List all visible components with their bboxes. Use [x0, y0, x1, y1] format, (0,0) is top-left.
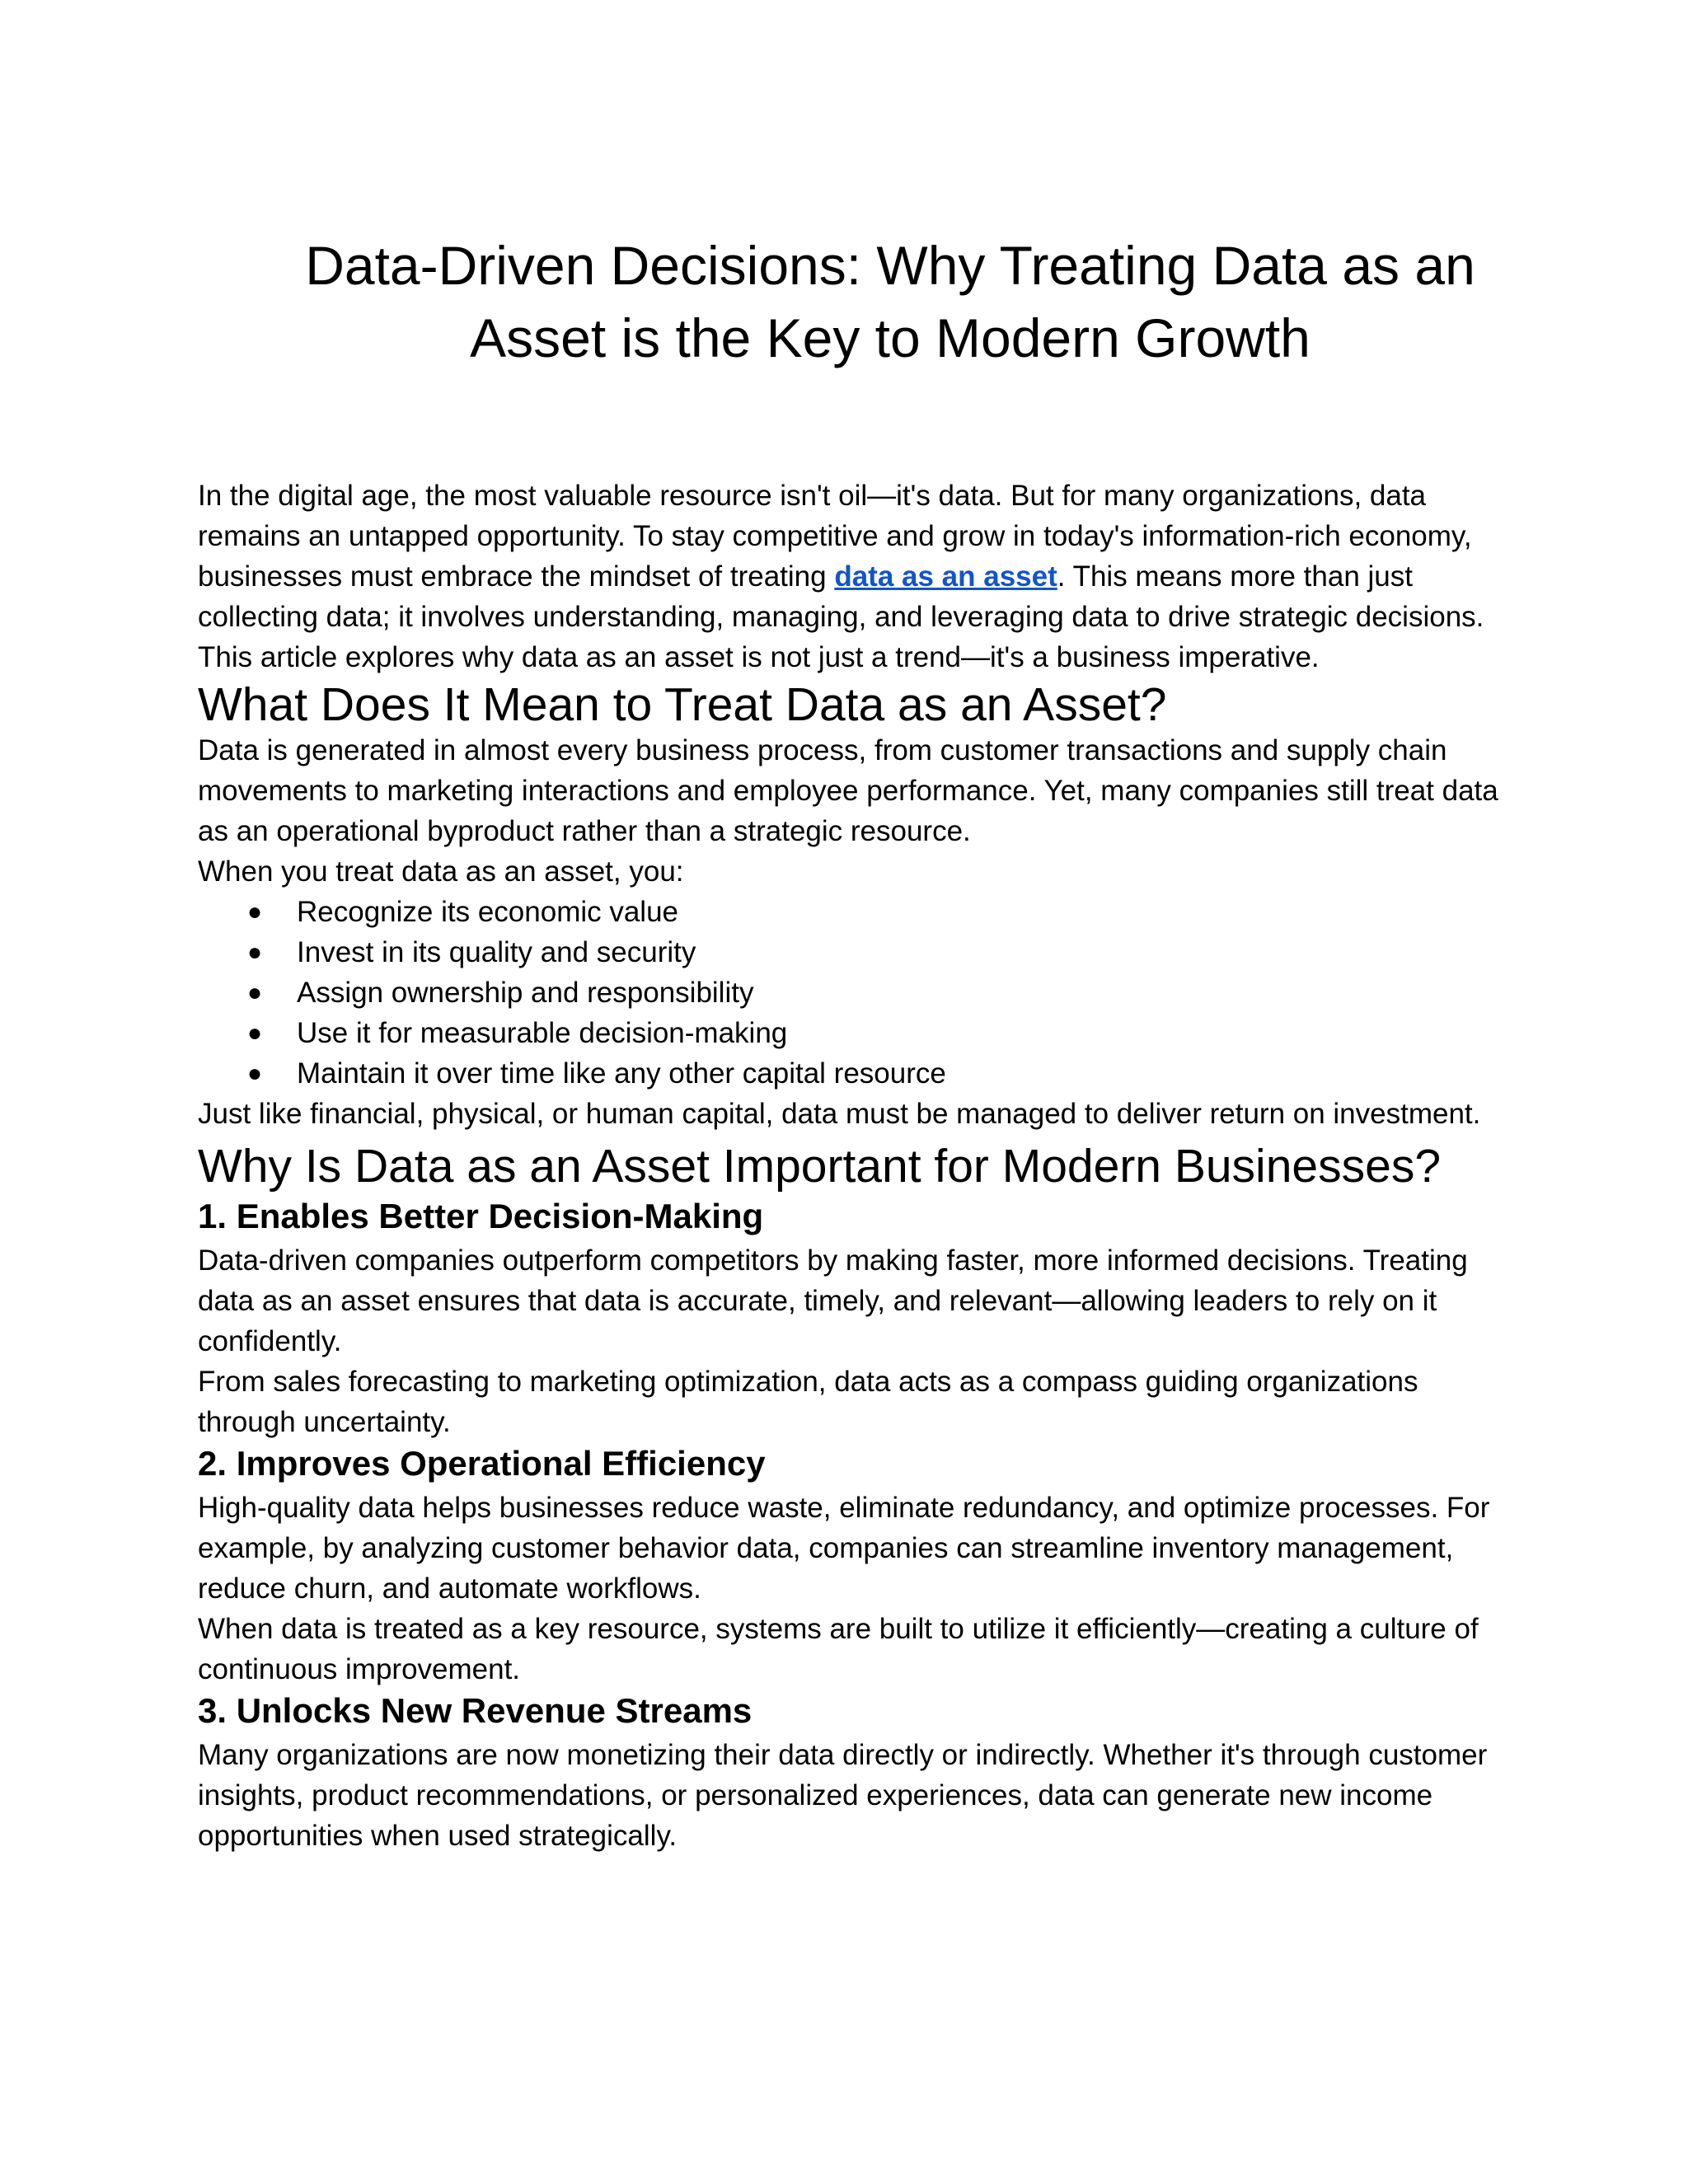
sub3-paragraph-1: Many organizations are now monetizing their data directly or indirectly. Whether it's through customer insights, product recommendations, or personalized experiences, data can generate new income opportunities when used strategically. — [198, 1739, 1488, 1852]
intro-paragraph-2: This article explores why data as an asset is not just a trend—it's a business imperative. — [198, 641, 1320, 673]
document-body — [198, 476, 1517, 1856]
bullet-icon: ● — [247, 939, 263, 966]
bullet-icon: ● — [247, 898, 263, 926]
sub2-paragraph-2: When data is treated as a key resource, systems are built to utilize it efficiently—creating a culture of continuous improvement. — [198, 1613, 1479, 1685]
bullet-icon: ● — [247, 1060, 263, 1087]
section1-paragraph-2: When you treat data as an asset, you: — [198, 855, 684, 888]
list-item — [198, 1053, 1517, 1094]
section-heading-what-does-it-mean: What Does It Mean to Treat Data as an Asset? — [198, 678, 1167, 731]
list-item — [198, 1013, 1517, 1053]
sub1-paragraph-2: From sales forecasting to marketing optimization, data acts as a compass guiding organizations through uncertainty. — [198, 1366, 1418, 1438]
sub2-paragraph-1: High-quality data helps businesses reduce waste, eliminate redundancy, and optimize processes. For example, by analyzing customer behavior data, companies can streamline inventory management, reduce churn, and automate workflows. — [198, 1492, 1490, 1605]
asset-practices-list — [198, 892, 1517, 1094]
sub1-paragraph-1: Data-driven companies outperform competitors by making faster, more informed decisions. Treating data as an asset ensures that data is accurate, timely, and relevant—allowing leaders to rely on it confidently. — [198, 1244, 1468, 1357]
intro-text-after-link: . This means more than just collecting data; it involves understanding, managing, and leveraging data to drive strategic decisions. — [198, 560, 1484, 633]
list-item — [198, 972, 1517, 1013]
subheading-new-revenue-streams: 3. Unlocks New Revenue Streams — [198, 1691, 753, 1730]
intro-text-before-link: In the digital age, the most valuable resource isn't oil—it's data. But for many organizations, data remains an untapped opportunity. To stay competitive and grow in today's information-rich economy, businesses must embrace the mindset of treating — [198, 480, 1472, 593]
data-as-an-asset-link[interactable]: data as an asset — [834, 560, 1057, 593]
list-item — [198, 932, 1517, 972]
intro-paragraph-1 — [198, 476, 1517, 637]
list-item-text: Use it for measurable decision-making — [297, 1017, 788, 1049]
list-item-text: Recognize its economic value — [297, 896, 679, 928]
list-item-text: Invest in its quality and security — [297, 936, 696, 968]
list-item-text: Maintain it over time like any other capital resource — [297, 1057, 946, 1090]
subheading-better-decision-making: 1. Enables Better Decision-Making — [198, 1197, 764, 1235]
section1-paragraph-1: Data is generated in almost every business process, from customer transactions and supply chain movements to marketing interactions and employee performance. Yet, many companies still treat data as an operational byproduct rather than a strategic resource. — [198, 734, 1498, 847]
section1-paragraph-3: Just like financial, physical, or human capital, data must be managed to deliver return on investment. — [198, 1098, 1481, 1130]
list-item-text: Assign ownership and responsibility — [297, 977, 754, 1009]
subheading-operational-efficiency: 2. Improves Operational Efficiency — [198, 1444, 766, 1483]
section-heading-why-important: Why Is Data as an Asset Important for Modern Businesses? — [198, 1140, 1442, 1193]
list-item — [198, 892, 1517, 932]
document-title: Data-Driven Decisions: Why Treating Data as an Asset is the Key to Modern Growth — [305, 235, 1475, 368]
bullet-icon: ● — [247, 1019, 263, 1047]
bullet-icon: ● — [247, 979, 263, 1006]
